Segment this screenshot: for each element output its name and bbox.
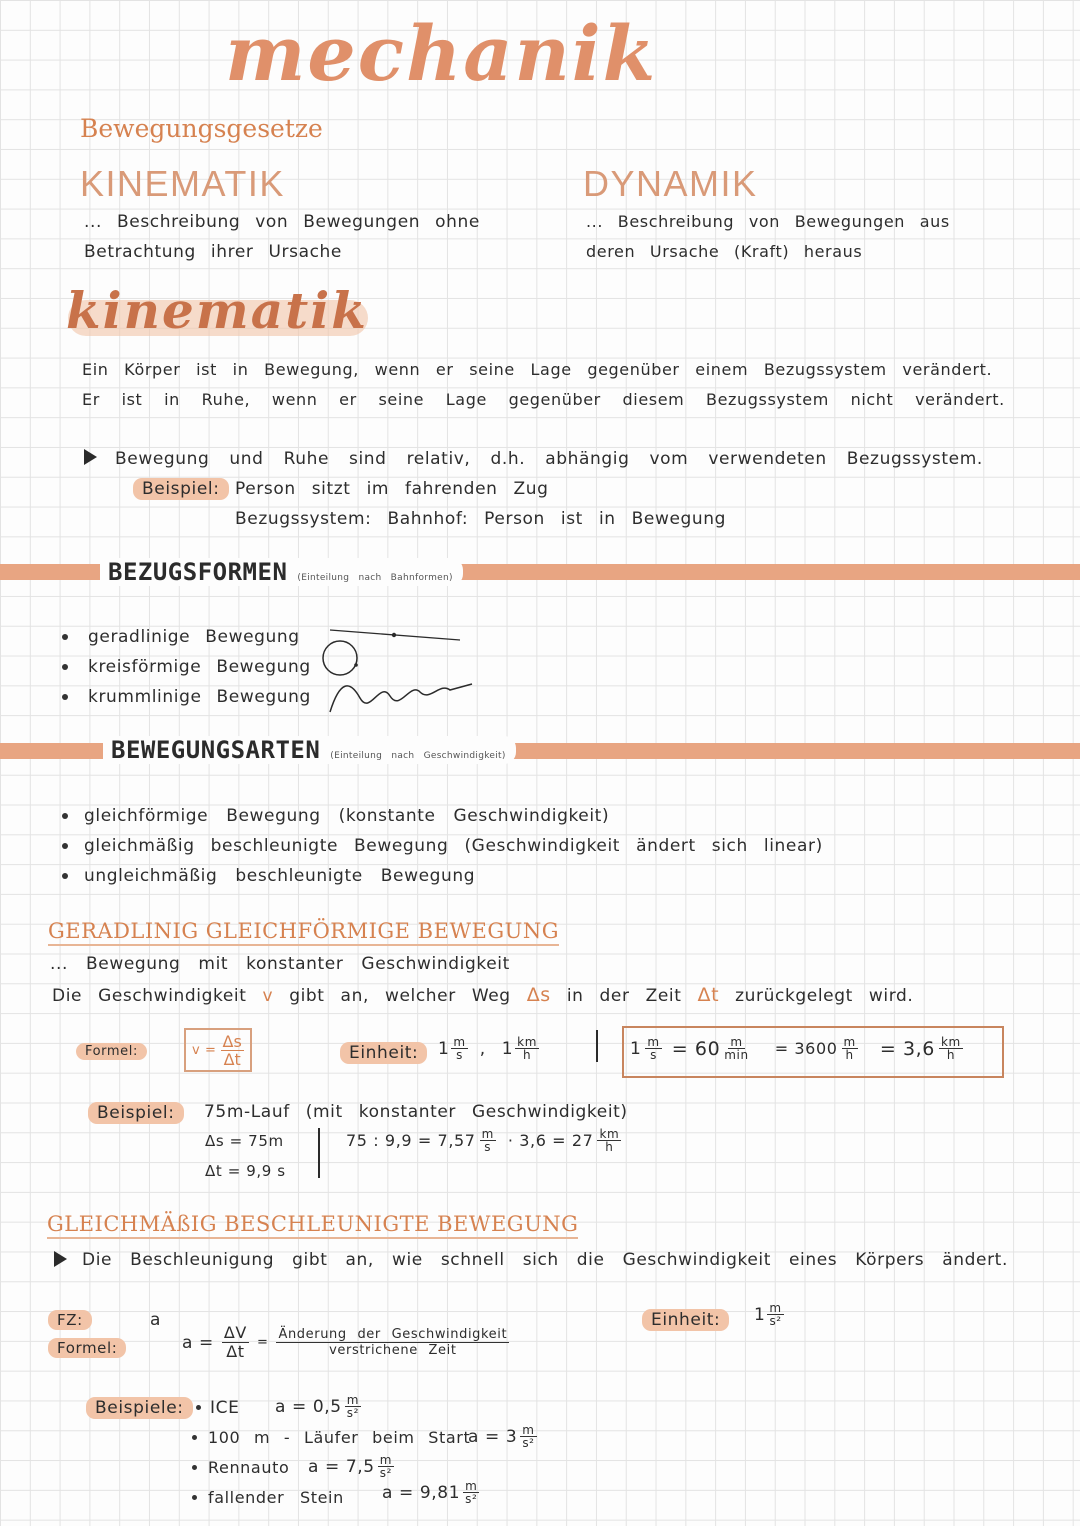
conv-eq2: = 3600 bbox=[774, 1039, 838, 1058]
bsp-rennauto-m: m bbox=[379, 1453, 393, 1467]
bullet-7 bbox=[196, 1405, 201, 1410]
bsp-laeufer-a: a = 3 bbox=[468, 1426, 518, 1447]
formel-label: Formel: bbox=[76, 1043, 147, 1060]
bsp-t: Δt = 9,9 s bbox=[205, 1162, 286, 1180]
formel-eq: = bbox=[256, 1335, 269, 1350]
einheit-ms bbox=[451, 1036, 467, 1061]
formel-fraction bbox=[221, 1033, 244, 1068]
bsp-rennauto-value bbox=[308, 1454, 394, 1479]
formel-words bbox=[276, 1327, 509, 1358]
bullet-6 bbox=[62, 873, 68, 879]
bsp-stein-value bbox=[382, 1480, 479, 1505]
einheit-label: Einheit: bbox=[340, 1042, 427, 1064]
beispiel-label-2: Beispiel: bbox=[88, 1102, 184, 1124]
formel-dv-dt bbox=[222, 1324, 249, 1361]
einheit-km: km bbox=[517, 1035, 537, 1049]
bsp-calc-km: km bbox=[599, 1127, 620, 1141]
dynamik-heading: DYNAMIK bbox=[583, 163, 758, 204]
bsp-divider bbox=[318, 1128, 320, 1178]
desc2-s: Δs bbox=[526, 984, 551, 1006]
kinematik-desc-1: ... Beschreibung von Bewegungen ohne bbox=[84, 212, 480, 232]
bsp-ice-value bbox=[275, 1394, 361, 1419]
comma: , bbox=[479, 1038, 486, 1059]
conv-eq1: = 60 bbox=[671, 1037, 721, 1060]
formel-den: Δt bbox=[223, 1049, 241, 1069]
conv-eq3: = 3,6 bbox=[879, 1037, 935, 1060]
bezugsformen-heading bbox=[100, 558, 463, 586]
fz-label: FZ: bbox=[48, 1310, 92, 1330]
bullet-2 bbox=[62, 664, 68, 670]
einheit-one-c: 1 bbox=[754, 1304, 766, 1325]
einheit-m: m bbox=[453, 1035, 466, 1049]
formel-a: a = bbox=[182, 1332, 214, 1353]
einheit-m-2: m bbox=[769, 1301, 782, 1315]
bewegungsart-item-3: ungleichmäßig beschleunigte Bewegung bbox=[84, 866, 476, 886]
bewegungsart-item-1: gleichförmige Bewegung (konstante Geschwindigkeit) bbox=[84, 806, 610, 826]
bahnformen-sketch bbox=[318, 620, 483, 720]
formel-num: Δs bbox=[222, 1031, 242, 1051]
conv-one: 1 bbox=[630, 1038, 642, 1059]
dynamik-desc-1: ... Beschreibung von Bewegungen aus bbox=[586, 212, 950, 231]
desc2-d: zurückgelegt wird. bbox=[735, 986, 914, 1006]
bsp-stein-m: m bbox=[465, 1479, 478, 1493]
bewegungsart-item-2: gleichmäßig beschleunigte Bewegung (Geschwindigkeit ändert sich linear) bbox=[84, 836, 823, 856]
conv-km: km bbox=[941, 1035, 961, 1049]
einheit-label-2: Einheit: bbox=[642, 1309, 729, 1331]
fz-value: a bbox=[150, 1310, 162, 1330]
straight-line-icon bbox=[330, 630, 460, 640]
bsp-rennauto-s2: s² bbox=[379, 1466, 392, 1480]
bsp-ice-m: m bbox=[346, 1393, 360, 1407]
bsp-rennauto-a: a = 7,5 bbox=[308, 1456, 375, 1477]
desc2-b: gibt an, welcher Weg bbox=[289, 986, 511, 1006]
conversion-values bbox=[630, 1036, 963, 1061]
einheit-values bbox=[438, 1036, 539, 1061]
bsp-calc-m: m bbox=[481, 1127, 494, 1141]
formel-word-num: Änderung der Geschwindigkeit bbox=[278, 1327, 508, 1342]
bsp-stein: fallender Stein bbox=[208, 1488, 344, 1507]
einheit-s2: s² bbox=[769, 1314, 782, 1328]
conv-mmin bbox=[724, 1036, 748, 1061]
bsp-s: Δs = 75m bbox=[205, 1132, 284, 1150]
formel-label-2: Formel: bbox=[48, 1338, 126, 1358]
bewegungsarten-title: BEWEGUNGSARTEN bbox=[111, 736, 321, 764]
conv-min: min bbox=[724, 1048, 749, 1062]
einheit-s: s bbox=[456, 1048, 463, 1062]
bsp-rennauto-unit bbox=[378, 1454, 394, 1479]
desc2-v: v bbox=[262, 986, 274, 1006]
conv-h-2: h bbox=[946, 1048, 956, 1062]
arrow-bullet-icon bbox=[84, 449, 97, 465]
formel-word-den: verstrichene Zeit bbox=[329, 1343, 457, 1358]
bsp-ice: ICE bbox=[210, 1398, 240, 1418]
bullet-5 bbox=[62, 843, 68, 849]
bullet-4 bbox=[62, 813, 68, 819]
conv-h-1: h bbox=[845, 1048, 854, 1062]
einheit-ms2-frac bbox=[767, 1302, 783, 1327]
bsp-calc-ms bbox=[480, 1128, 496, 1153]
bullet-3 bbox=[62, 694, 68, 700]
conv-m-1: m bbox=[647, 1035, 660, 1049]
beschleunigt-heading: GLEICHMÄßIG BESCHLEUNIGTE BEWEGUNG bbox=[47, 1212, 578, 1239]
bsp-stein-s2: s² bbox=[465, 1492, 478, 1506]
einheit-one-a: 1 bbox=[438, 1038, 450, 1059]
bezugsform-item-3: krummlinige Bewegung bbox=[88, 687, 311, 707]
beispiel-line-2: Bezugssystem: Bahnhof: Person ist in Bewegung bbox=[235, 509, 727, 529]
desc2-a: Die Geschwindigkeit bbox=[52, 986, 247, 1006]
bezugsformen-note: (Einteilung nach Bahnformen) bbox=[297, 573, 453, 583]
conv-ms bbox=[645, 1036, 661, 1061]
intro-line-1: Ein Körper ist in Bewegung, wenn er seine Lage gegenüber einem Bezugssystem verändert. bbox=[82, 360, 993, 379]
bezugsform-item-2: kreisförmige Bewegung bbox=[88, 657, 311, 677]
curve-path-icon bbox=[330, 684, 472, 712]
gleichfoermig-desc-2 bbox=[52, 984, 913, 1006]
kinematik-desc-2: Betrachtung ihrer Ursache bbox=[84, 242, 342, 262]
kinematik-section-title: kinematik bbox=[66, 281, 368, 340]
page-title: mechanik bbox=[225, 9, 658, 98]
relativ-text: Bewegung und Ruhe sind relativ, d.h. abhängig vom verwendeten Bezugssystem. bbox=[115, 449, 983, 469]
conv-m-2: m bbox=[730, 1035, 743, 1049]
bsp-laeufer-value bbox=[468, 1424, 537, 1449]
beschleunigung-formula bbox=[182, 1324, 509, 1361]
einheit-kmh bbox=[515, 1036, 539, 1061]
bsp-calc-s: s bbox=[484, 1140, 492, 1154]
intro-line-2: Er ist in Ruhe, wenn er seine Lage gegenüber diesem Bezugssystem nicht verändert. bbox=[82, 390, 1005, 409]
kinematik-heading: KINEMATIK bbox=[80, 163, 285, 204]
beispiele-label: Beispiele: bbox=[86, 1397, 193, 1419]
einheit-h: h bbox=[522, 1048, 532, 1062]
bsp-laeufer-s2: s² bbox=[522, 1436, 535, 1450]
conv-m-3: m bbox=[843, 1035, 856, 1049]
formel-dv: ΔV bbox=[223, 1323, 247, 1342]
bewegungsarten-heading bbox=[103, 736, 516, 764]
bsp-laeufer-m: m bbox=[522, 1423, 535, 1437]
divider-bar bbox=[596, 1030, 598, 1062]
bsp-stein-unit bbox=[463, 1480, 479, 1505]
bullet-1 bbox=[62, 634, 68, 640]
bsp-calc-b: · 3,6 = 27 bbox=[507, 1131, 594, 1150]
bsp-calc bbox=[346, 1128, 621, 1153]
gleichfoermig-heading: GERADLINIG GLEICHFÖRMIGE BEWEGUNG bbox=[48, 919, 559, 946]
desc2-t: Δt bbox=[697, 984, 720, 1006]
bsp-calc-a: 75 : 9,9 = 7,57 bbox=[346, 1131, 476, 1150]
desc2-c: in der Zeit bbox=[566, 986, 682, 1006]
bsp-laeufer-unit bbox=[520, 1424, 536, 1449]
conv-s: s bbox=[650, 1048, 657, 1062]
circle-path-icon bbox=[323, 641, 358, 675]
bullet-8 bbox=[192, 1435, 197, 1440]
bsp-line-1: 75m-Lauf (mit konstanter Geschwindigkeit) bbox=[204, 1102, 628, 1122]
bezugsform-item-1: geradlinige Bewegung bbox=[88, 627, 300, 647]
bewegungsarten-note: (Einteilung nach Geschwindigkeit) bbox=[330, 751, 506, 761]
bullet-9 bbox=[192, 1465, 197, 1470]
bsp-ice-s2: s² bbox=[346, 1406, 359, 1420]
formel-box bbox=[184, 1028, 252, 1072]
beispiel-line-1: Person sitzt im fahrenden Zug bbox=[235, 479, 549, 499]
bsp-ice-a: a = 0,5 bbox=[275, 1396, 342, 1417]
bsp-ice-unit bbox=[345, 1394, 361, 1419]
formel-dt: Δt bbox=[226, 1342, 245, 1361]
einheit-ms2 bbox=[754, 1302, 784, 1327]
bsp-rennauto: Rennauto bbox=[208, 1458, 290, 1477]
conv-kmh bbox=[939, 1036, 963, 1061]
dynamik-desc-2: deren Ursache (Kraft) heraus bbox=[586, 242, 863, 261]
einheit-one-b: 1 bbox=[501, 1038, 514, 1059]
beschleunigt-desc: Die Beschleunigung gibt an, wie schnell sich die Geschwindigkeit eines Körpers ändert. bbox=[82, 1250, 1008, 1270]
formel-v: v = bbox=[192, 1042, 217, 1058]
bezugsformen-title: BEZUGSFORMEN bbox=[108, 558, 288, 586]
beispiel-label: Beispiel: bbox=[133, 478, 229, 500]
bsp-calc-kmh bbox=[597, 1128, 621, 1153]
conv-mh bbox=[842, 1036, 858, 1061]
bsp-stein-a: a = 9,81 bbox=[382, 1482, 461, 1503]
bullet-10 bbox=[192, 1495, 197, 1500]
arrow-bullet-icon-2 bbox=[54, 1251, 67, 1267]
bsp-calc-h: h bbox=[605, 1140, 614, 1154]
bsp-laeufer: 100 m - Läufer beim Start bbox=[208, 1428, 471, 1447]
gleichfoermig-desc-1: ... Bewegung mit konstanter Geschwindigkeit bbox=[50, 954, 510, 974]
subtitle: Bewegungsgesetze bbox=[80, 114, 323, 143]
